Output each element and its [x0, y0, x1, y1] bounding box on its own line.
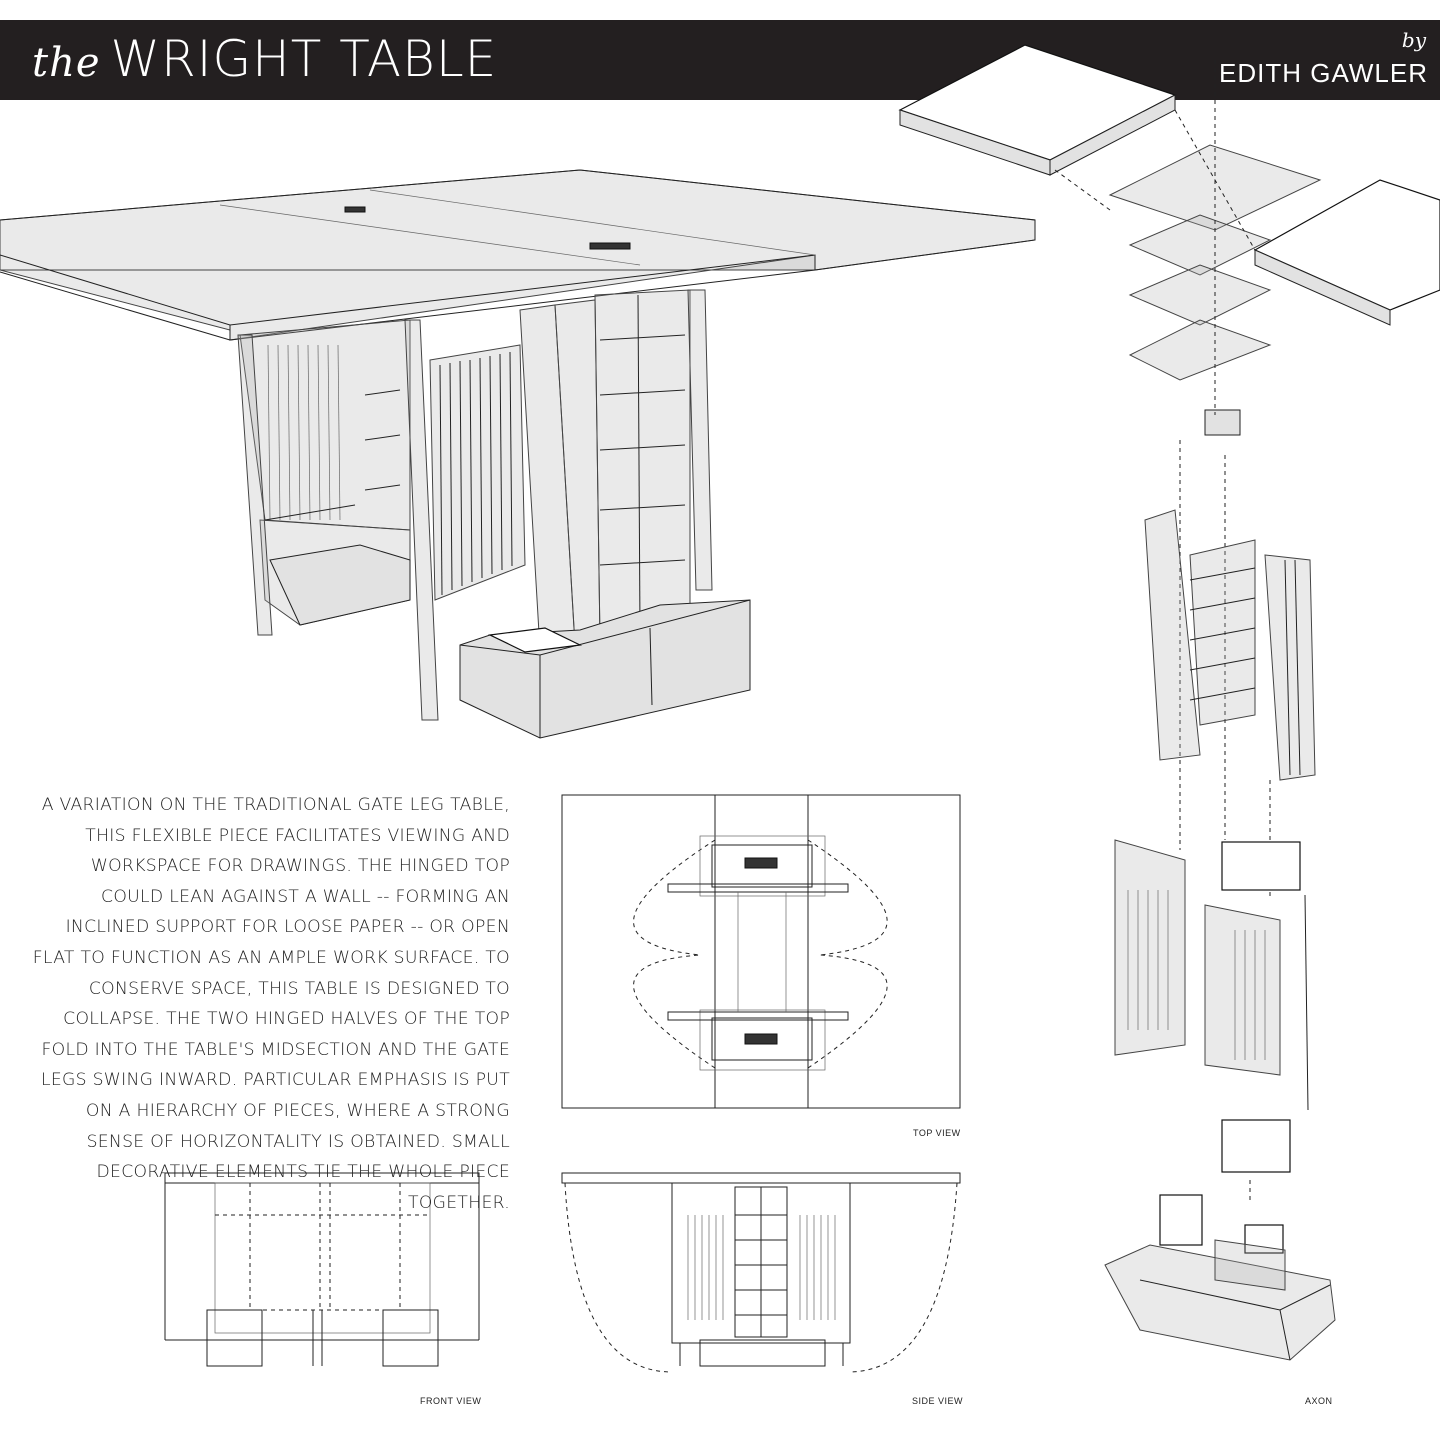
title-prefix: the: [32, 40, 101, 86]
top-view-drawing: [562, 795, 960, 1108]
author-by: by: [1401, 28, 1426, 52]
project-description: A VARIATION ON THE TRADITIONAL GATE LEG TABLE, THIS FLEXIBLE PIECE FACILITATES VIEWING AND WORKSPACE FOR DRAWINGS. THE HINGED TOP COULD LEAN AGAINST A WALL -- FORMING AN INCLINED SUPPORT FOR LOOSE PAPER -- OR OPEN FLAT TO FUNCTION AS AN AMPLE WORK SURFACE. TO CONSERVE SPACE, THIS TABLE IS DESIGNED TO COLLAPSE. THE TWO HINGED HALVES OF THE TOP FOLD INTO THE TABLE'S MIDSECTION AND THE GATE LEGS SWING INWARD. PARTICULAR EMPHASIS IS PUT ON A HIERARCHY OF PIECES, WHERE A STRONG SENSE OF HORIZONTALITY IS OBTAINED. SMALL DECORATIVE ELEMENTS TIE THE WHOLE PIECE TOGETHER.: [32, 795, 510, 1213]
side-view-label: SIDE VIEW: [912, 1396, 964, 1406]
perspective-drawing-icon: [0, 170, 1035, 738]
front-view-label: FRONT VIEW: [420, 1396, 482, 1406]
title-main: WRIGHT TABLE: [110, 30, 498, 88]
axon-label: AXON: [1305, 1396, 1333, 1406]
author-name: EDITH GAWLER: [1219, 58, 1428, 88]
side-view-drawing: [562, 1173, 960, 1372]
top-view-label: TOP VIEW: [913, 1128, 961, 1138]
